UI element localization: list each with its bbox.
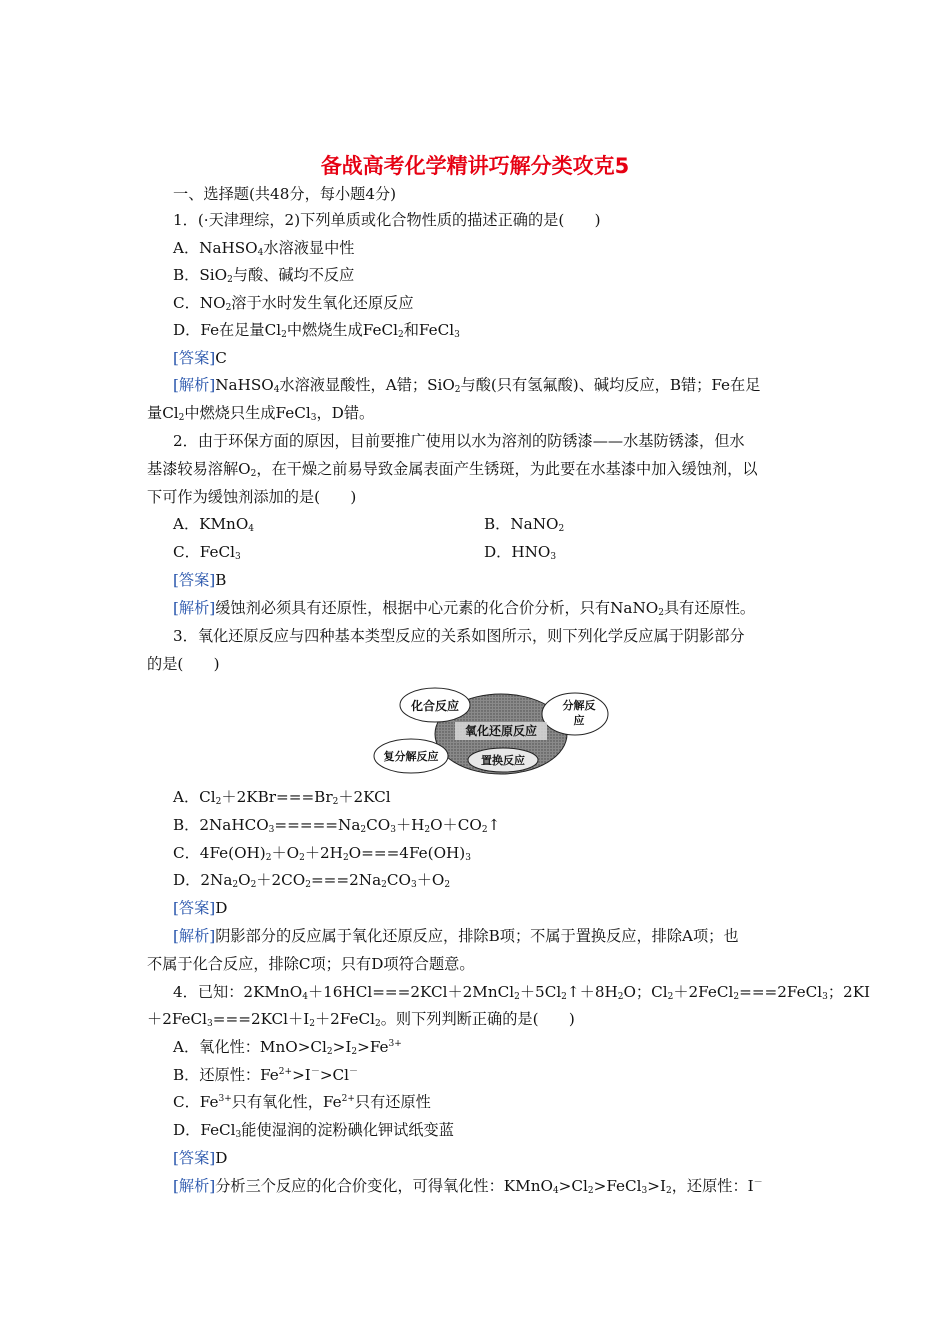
- analysis-tag: [解析]: [173, 1177, 216, 1195]
- q3-option-c: C．$4Fe(OH)_2+O_2+2H_2O===4Fe(OH)_3$: [173, 844, 471, 863]
- answer-tag: [答案]: [173, 349, 216, 367]
- reaction-relationship-diagram: [373, 680, 613, 778]
- superscript: 3+: [218, 1094, 232, 1104]
- q3-stem-line1: 3．氧化还原反应与四种基本类型反应的关系如图所示，则下列化学反应属于阴影部分: [173, 627, 745, 645]
- subscript: 3: [310, 413, 317, 423]
- q1-answer: [173, 348, 227, 368]
- q4-option-b: B．还原性：$Fe^{2+}>I^->Cl^-$: [173, 1066, 359, 1084]
- subscript: 2: [360, 825, 367, 835]
- q3-analysis-line1: [173, 926, 739, 946]
- q1-analysis-line2: 量$Cl_2$中燃烧只生成FeCl$_3$，D错。: [147, 404, 375, 423]
- superscript: －: [310, 1067, 320, 1077]
- answer-tag: [答案]: [173, 1149, 216, 1167]
- q3-answer-value: D: [215, 899, 228, 917]
- subscript: 4: [273, 385, 280, 395]
- q4-stem-line2: $+2FeCl_3===2KCl+I_2+2FeCl_2$。则下列判断正确的是( ): [147, 1010, 575, 1029]
- subscript: 2: [658, 608, 664, 618]
- q2-option-d: D．$HNO_3$: [484, 543, 557, 562]
- subscript: 2: [454, 385, 461, 395]
- q3-option-d: D．$2Na_2O_2+2CO_2===2Na_2CO_3+O_2$: [173, 871, 451, 890]
- q1-analysis-line1: [173, 375, 760, 395]
- q1-option-d: D．Fe在足量$Cl_2$中燃烧生成FeCl$_2$和FeCl$_3$: [173, 321, 460, 340]
- subscript: 4: [302, 992, 308, 1002]
- q2-answer-value: B: [215, 571, 227, 589]
- subscript: 2: [299, 853, 305, 863]
- combination-label: 化合反应: [410, 699, 460, 713]
- subscript: 2: [281, 330, 287, 340]
- q4-option-a: A．氧化性：$MnO>Cl_2>I_2>Fe^{3+}$: [173, 1038, 402, 1057]
- subscript: 3: [410, 880, 417, 890]
- subscript: 3: [550, 552, 557, 562]
- subscript: 3: [268, 825, 275, 835]
- subscript: 2: [250, 469, 257, 479]
- subscript: 2: [397, 330, 404, 340]
- subscript: 2: [444, 880, 451, 890]
- subscript: 2: [309, 1019, 315, 1029]
- displacement-label: 置换反应: [481, 754, 525, 767]
- q4-option-d: D．FeCl$_3$能使湿润的淀粉碘化钾试纸变蓝: [173, 1121, 454, 1140]
- subscript: 4: [552, 1186, 559, 1196]
- q3-option-a: A．$Cl_2+2KBr===Br_2+2KCl$: [173, 788, 391, 807]
- subscript: 3: [465, 853, 471, 863]
- subscript: 2: [227, 275, 233, 285]
- q1-analysis-text1: NaHSO$_4$水溶液显酸性，A错；SiO$_2$与酸(只有氢氟酸)、碱均反应，B错；Fe在足: [215, 376, 761, 395]
- subscript: 3: [390, 825, 396, 835]
- subscript: 2: [558, 524, 565, 534]
- answer-tag: [答案]: [173, 899, 216, 917]
- subscript: 3: [235, 1130, 242, 1140]
- subscript: 3: [822, 992, 828, 1002]
- section-heading: 一、选择题(共48分，每小题4分): [173, 185, 397, 203]
- subscript: 2: [225, 303, 232, 313]
- subscript: 2: [667, 992, 674, 1002]
- subscript: 2: [265, 853, 272, 863]
- q4-analysis-text: 分析三个反应的化合价变化，可得氧化性：$KMnO_4>Cl_2>FeCl_3>I_2$，还原性：I－: [215, 1177, 763, 1196]
- q1-answer-value: C: [215, 349, 227, 367]
- subscript: 2: [326, 1047, 333, 1057]
- q4-stem-line1: 4．已知：$2KMnO_4+16HCl===2KCl+2MnCl_2+5Cl_2↑+8H_2O$；$Cl_2+2FeCl_2===2FeCl_3$；2KI: [173, 983, 871, 1002]
- subscript: 2: [617, 992, 624, 1002]
- superscript: 2+: [341, 1094, 355, 1104]
- q2-analysis-text: 缓蚀剂必须具有还原性，根据中心元素的化合价分析，只有NaNO$_2$具有还原性。: [215, 599, 756, 618]
- q4-answer-value: D: [215, 1149, 228, 1167]
- subscript: 2: [424, 825, 431, 835]
- q3-analysis-line2: 不属于化合反应，排除C项；只有D项符合题意。: [147, 955, 475, 973]
- subscript: 2: [305, 880, 311, 890]
- q1-stem: 1．(·天津理综，2)下列单质或化合物性质的描述正确的是( ): [173, 211, 601, 229]
- subscript: 2: [481, 825, 488, 835]
- q2-stem-line2: 基漆较易溶解$O_2$，在干燥之前易导致金属表面产生锈斑，为此要在水基漆中加入缓蚀剂，以: [147, 460, 758, 479]
- subscript: 3: [234, 552, 241, 562]
- q3-stem-line2: 的是( ): [147, 655, 220, 673]
- q2-stem-line1: 2．由于环保方面的原因，目前要推广使用以水为溶剂的防锈漆——水基防锈漆，但水: [173, 432, 745, 450]
- decomposition-label-1: 分解反: [562, 699, 596, 712]
- subscript: 2: [342, 853, 349, 863]
- q1-option-b: B．SiO$_2$与酸、碱均不反应: [173, 266, 355, 285]
- page-title: 备战高考化学精讲巧解分类攻克5: [320, 154, 630, 178]
- q3-answer: [173, 898, 227, 918]
- subscript: 2: [178, 413, 185, 423]
- subscript: 4: [248, 524, 255, 534]
- q2-analysis: [173, 598, 755, 618]
- superscript: －: [349, 1067, 359, 1077]
- subscript: 3: [207, 1019, 213, 1029]
- q3-option-b: B．$2NaHCO_3=====Na_2CO_3+H_2O+CO_2↑$: [173, 816, 501, 835]
- subscript: 2: [250, 880, 257, 890]
- double-decomposition-label: 复分解反应: [383, 750, 439, 763]
- q3-analysis-text1: 阴影部分的反应属于氧化还原反应，排除B项；不属于置换反应，排除A项；也: [215, 927, 739, 945]
- analysis-tag: [解析]: [173, 927, 216, 945]
- analysis-tag: [解析]: [173, 599, 216, 617]
- q4-analysis: [173, 1176, 763, 1196]
- subscript: 2: [381, 880, 387, 890]
- subscript: 4: [257, 248, 264, 258]
- redox-label: 氧化还原反应: [464, 724, 538, 738]
- superscript: －: [753, 1178, 763, 1188]
- subscript: 3: [454, 330, 460, 340]
- q4-option-c: C．$Fe^{3+}$只有氧化性，$Fe^{2+}$只有还原性: [173, 1093, 431, 1111]
- subscript: 2: [514, 992, 520, 1002]
- superscript: 3+: [388, 1039, 402, 1049]
- subscript: 2: [666, 1186, 672, 1196]
- superscript: 2+: [278, 1067, 293, 1077]
- q2-option-c: C．FeCl$_3$: [173, 543, 241, 562]
- subscript: 2: [215, 797, 222, 807]
- decomposition-label-2: 应: [573, 714, 585, 727]
- q2-stem-line3: 下可作为缓蚀剂添加的是( ): [147, 488, 357, 506]
- q2-answer: [173, 570, 226, 590]
- subscript: 2: [374, 1019, 381, 1029]
- subscript: 2: [332, 797, 339, 807]
- answer-tag: [答案]: [173, 571, 216, 589]
- q1-option-c: C．$NO_2$溶于水时发生氧化还原反应: [173, 294, 414, 313]
- subscript: 2: [561, 992, 567, 1002]
- subscript: 2: [587, 1186, 594, 1196]
- subscript: 3: [641, 1186, 648, 1196]
- subscript: 2: [351, 1047, 358, 1057]
- q2-option-a: A．KMnO$_4$: [173, 515, 255, 534]
- q1-option-a: A．NaHSO$_4$水溶液显中性: [173, 239, 355, 258]
- subscript: 2: [733, 992, 740, 1002]
- subscript: 2: [232, 880, 239, 890]
- q4-answer: [173, 1148, 227, 1168]
- q2-option-b: B．NaNO$_2$: [484, 515, 565, 534]
- analysis-tag: [解析]: [173, 376, 216, 394]
